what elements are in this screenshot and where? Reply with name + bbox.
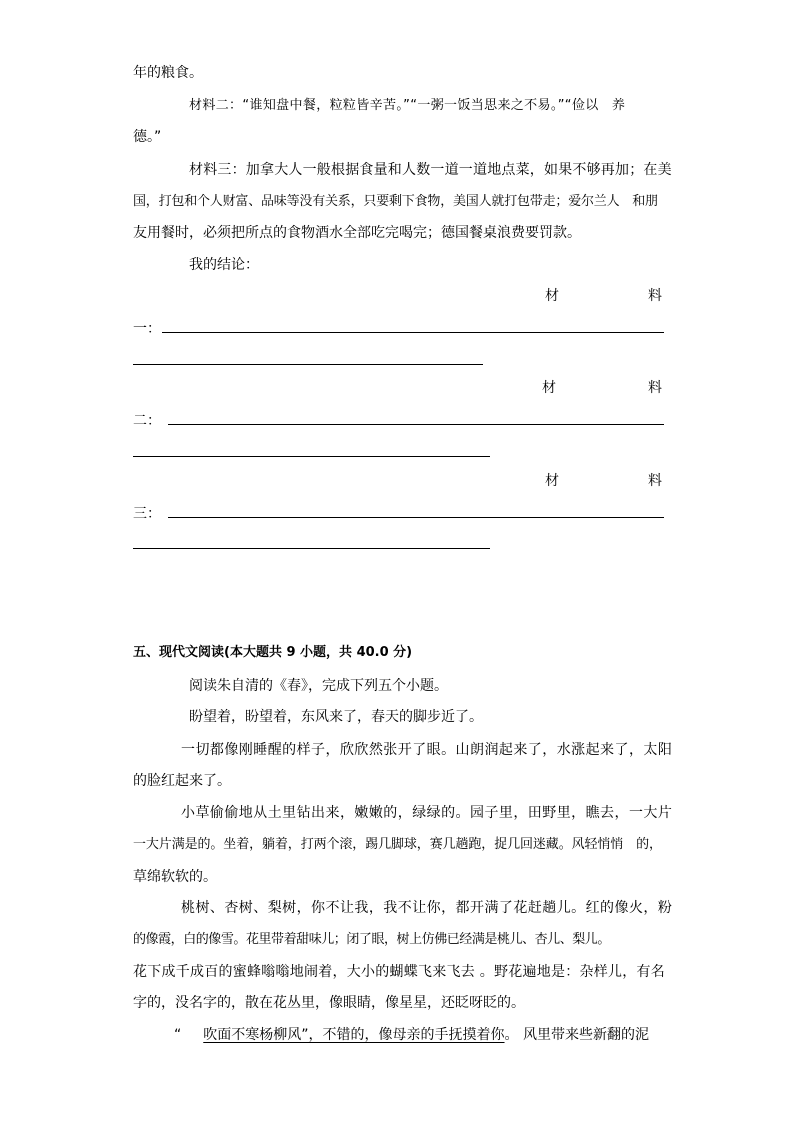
material-3-line-2: 国，打包和个人财富、品味等没有关系，只要剩下食物，美国人就打包带走；爱尔兰人 和朋 [133,194,658,209]
blank-2-answer-line-2[interactable] [133,456,490,457]
paragraph-3-line-2: 一大片满是的。坐着，躺着，打两个滚，踢几脚球，赛几趟跑，捉几回迷藏。风轻悄悄 的， [133,837,662,852]
paragraph-3-line-3: 草绵软软的。 [133,869,217,885]
material-2-line-1: 材料二：“谁知盘中餐，粒粒皆辛苦。”“一粥一饭当思来之不易。”“俭以 养 [189,98,626,113]
blank-1-char-cai: 材 [545,288,559,304]
paragraph-6-rest: 。 风里带来些新翻的泥 [504,1027,649,1043]
conclusion-label: 我的结论： [189,257,259,273]
blank-3-char-liao: 料 [648,473,662,489]
blank-2-answer-line[interactable] [168,424,664,425]
blank-3-answer-line-2[interactable] [133,548,490,549]
paragraph-6-line-1 [174,1026,649,1044]
material-line-0: 年的粮食。 [133,65,203,81]
section-5-heading: 五、现代文阅读(本大题共 9 小题，共 40.0 分) [133,645,413,660]
blank-1-char-liao: 料 [648,288,662,304]
paragraph-6-underlined-text: 吹面不寒杨柳风”，不错的，像母亲的手抚摸着你 [203,1027,505,1043]
paragraph-1: 盼望着，盼望着，东风来了，春天的脚步近了。 [189,709,483,725]
paragraph-2-line-1: 一切都像刚睡醒的样子，欣欣然张开了眼。山朗润起来了，水涨起来了，太阳 [181,742,673,758]
paragraph-6-quote-open: “ [174,1027,182,1043]
blank-2-char-cai: 材 [542,380,556,396]
material-3-line-3: 友用餐时，必须把所点的食物酒水全部吃完喝完；德国餐桌浪费要罚款。 [133,225,581,241]
blank-3-answer-line[interactable] [168,517,664,518]
paragraph-5-line-1: 花下成千成百的蜜蜂嗡嗡地闹着，大小的蝴蝶飞来飞去 。野花遍地是：杂样儿，有名 [133,964,665,980]
paragraph-5-line-2: 字的，没名字的，散在花丛里，像眼睛，像星星，还眨呀眨的。 [133,995,525,1011]
blank-1-answer-line-2[interactable] [133,364,483,365]
blank-3-prefix: 三： [133,506,161,522]
material-2-line-2: 德。” [133,129,162,145]
blank-1-answer-line[interactable] [162,332,664,333]
material-3-line-1: 材料三：加拿大人一般根据食量和人数一道一道地点菜，如果不够再加；在美 [189,162,672,178]
blank-2-prefix: 二： [133,413,161,429]
paragraph-4-line-1: 桃树、杏树、梨树，你不让我，我不让你，都开满了花赶趟儿。红的像火，粉 [181,900,673,916]
paragraph-3-line-1: 小草偷偷地从土里钻出来，嫩嫩的，绿绿的。园子里，田野里，瞧去，一大片 [181,805,673,821]
paragraph-2-line-2: 的脸红起来了。 [133,773,231,789]
blank-3-char-cai: 材 [545,473,559,489]
blank-1-prefix: 一： [133,321,161,337]
reading-intro: 阅读朱自清的《春》，完成下列五个小题。 [189,678,448,694]
paragraph-4-line-2: 的像霞，白的像雪。花里带着甜味儿；闭了眼，树上仿佛已经满是桃儿、杏儿、梨儿。 [133,932,610,947]
blank-2-char-liao: 料 [648,380,662,396]
